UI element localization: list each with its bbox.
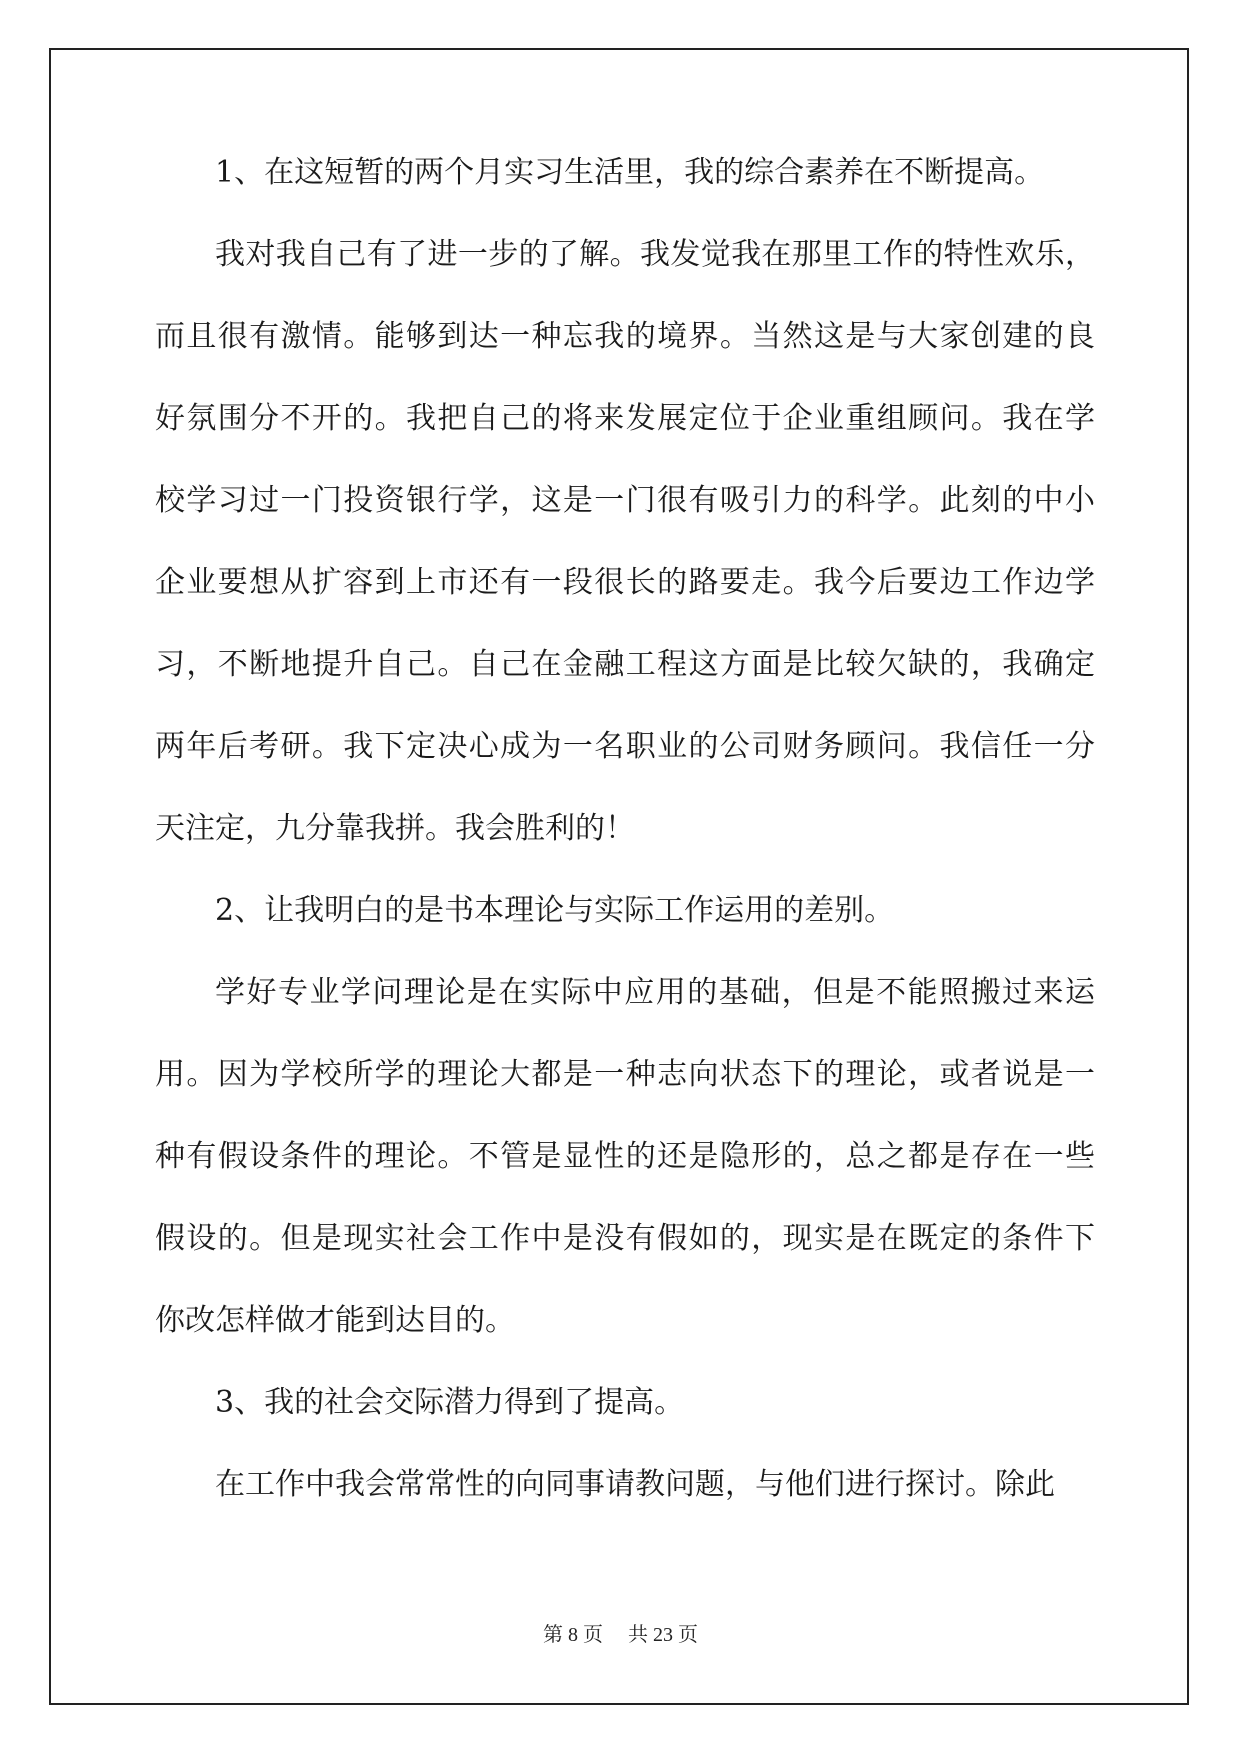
text-line: 种有假设条件的理论。不管是显性的还是隐形的，总之都是存在一些 (155, 1139, 1095, 1174)
text-line: 3、我的社会交际潜力得到了提高。 (215, 1385, 685, 1420)
text-line: 1、在这短暂的两个月实习生活里，我的综合素养在不断提高。 (215, 155, 1045, 190)
text-line: 我对我自己有了进一步的了解。我发觉我在那里工作的特性欢乐， (215, 237, 1095, 272)
text-line: 而且很有激情。能够到达一种忘我的境界。当然这是与大家创建的良 (155, 319, 1095, 354)
paragraph (155, 975, 1095, 1388)
text-line: 在工作中我会常常性的向同事请教问题，与他们进行探讨。除此 (215, 1467, 1055, 1502)
paragraph (155, 1385, 1095, 1470)
paragraph (155, 237, 1095, 896)
text-line: 企业要想从扩容到上市还有一段很长的路要走。我今后要边工作边学 (155, 565, 1095, 600)
text-line: 好氛围分不开的。我把自己的将来发展定位于企业重组顾问。我在学 (155, 401, 1095, 436)
text-line: 习，不断地提升自己。自己在金融工程这方面是比较欠缺的，我确定 (155, 647, 1095, 682)
text-line: 学好专业学问理论是在实际中应用的基础，但是不能照搬过来运 (215, 975, 1095, 1010)
text-line: 2、让我明白的是书本理论与实际工作运用的差别。 (215, 893, 895, 928)
text-line: 两年后考研。我下定决心成为一名职业的公司财务顾问。我信任一分 (155, 729, 1095, 764)
paragraph (155, 893, 1095, 978)
text-line: 假设的。但是现实社会工作中是没有假如的，现实是在既定的条件下 (155, 1221, 1095, 1256)
text-line: 天注定，九分靠我拼。我会胜利的！ (155, 811, 635, 846)
paragraph (155, 155, 1095, 240)
text-line: 用。因为学校所学的理论大都是一种志向状态下的理论，或者说是一 (155, 1057, 1095, 1092)
text-line: 你改怎样做才能到达目的。 (155, 1303, 515, 1338)
paragraph (155, 1467, 1095, 1552)
page-number-footer: 第 8 页 共 23 页 (543, 1624, 698, 1646)
text-line: 校学习过一门投资银行学，这是一门很有吸引力的科学。此刻的中小 (155, 483, 1095, 518)
document-body (155, 155, 1095, 1552)
